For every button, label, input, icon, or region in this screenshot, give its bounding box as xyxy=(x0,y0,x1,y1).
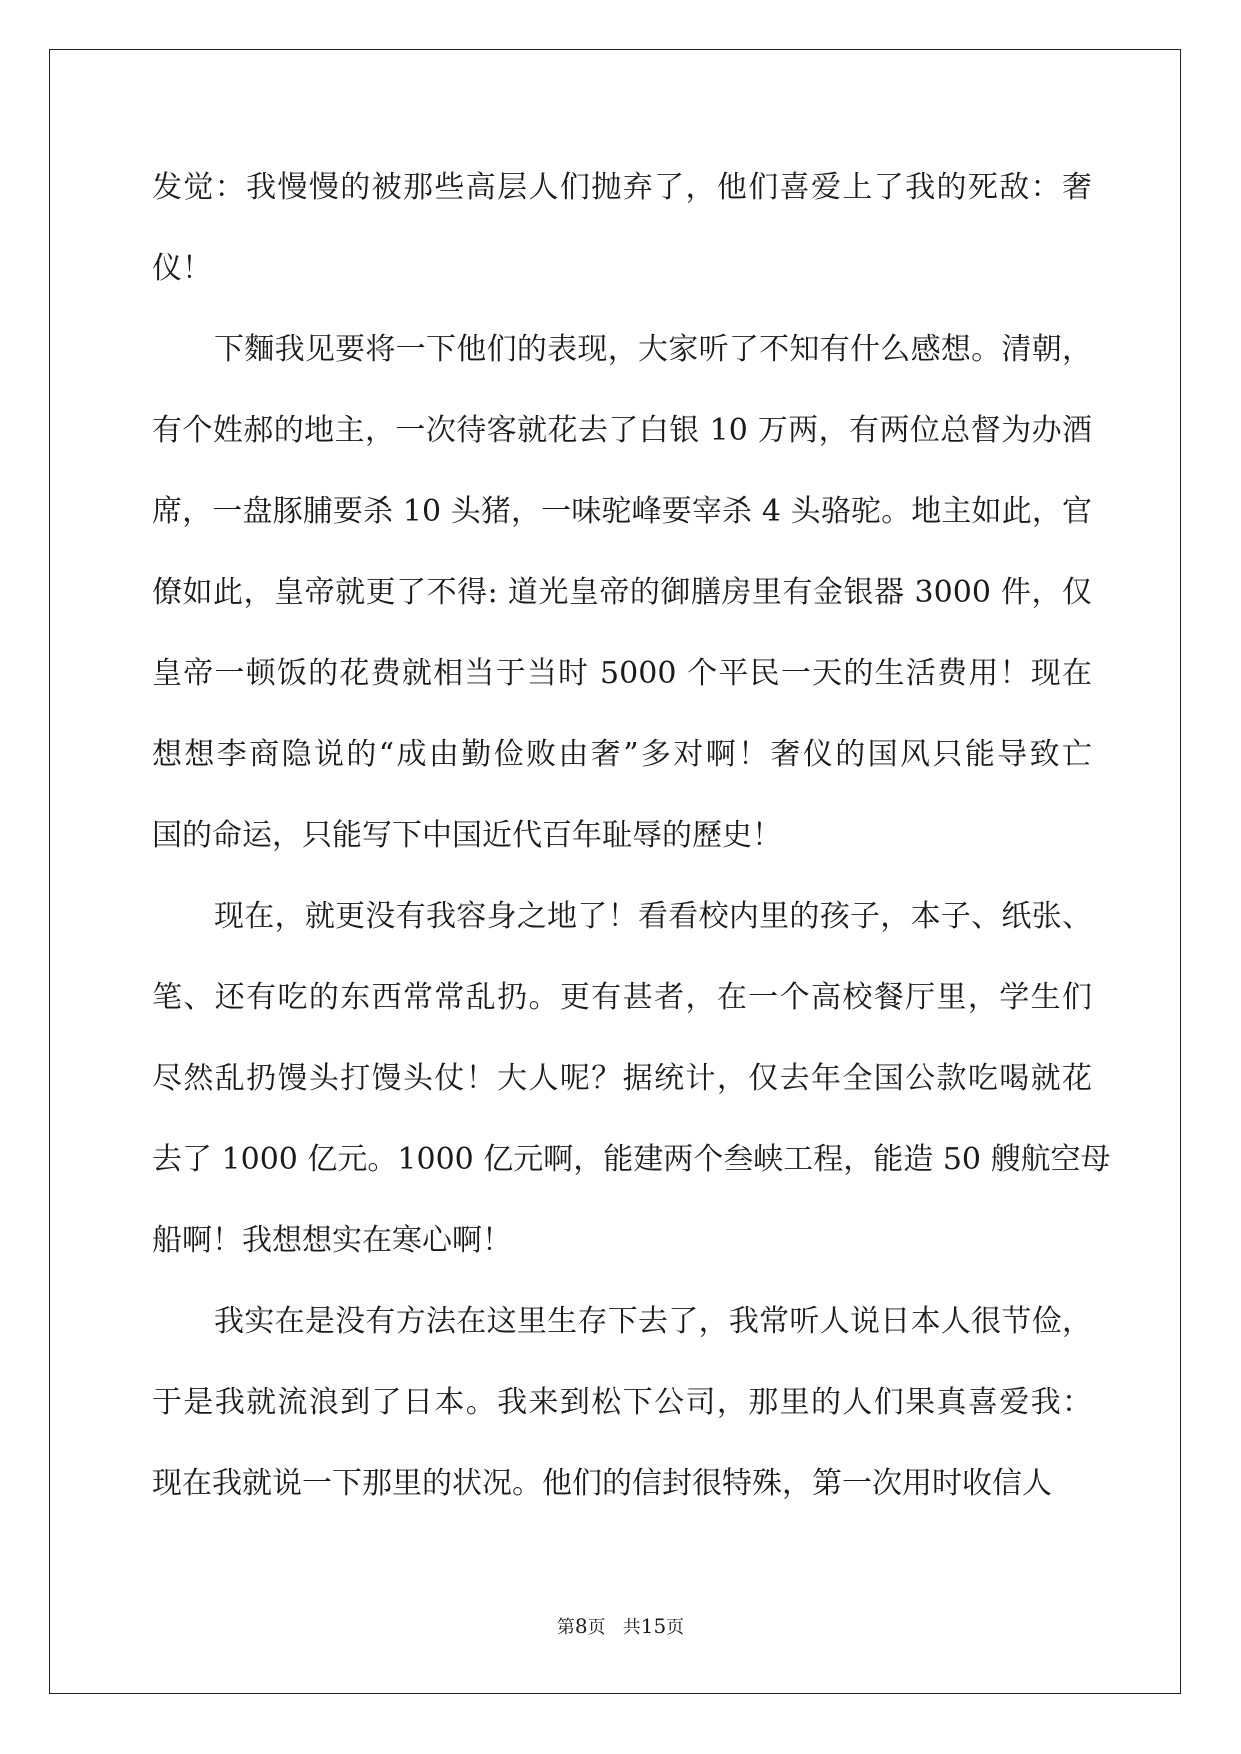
text-line: 尽然乱扔馒头打馒头仗！大人呢？据统计，仅去年全国公款吃喝就花 xyxy=(152,1061,1092,1096)
total-pages: 15 xyxy=(640,1614,667,1638)
text-line: 于是我就流浪到了日本。我来到松下公司，那里的人们果真喜爱我： xyxy=(152,1385,1092,1420)
page-footer xyxy=(0,1614,1241,1640)
text-line: 席，一盘豚脯要杀 10 头猪，一味驼峰要宰杀 4 头骆驼。地主如此，官 xyxy=(152,494,1092,529)
text-line: 下麵我见要将一下他们的表现，大家听了不知有什么感想。清朝， xyxy=(214,332,1092,367)
page-suffix: 页 xyxy=(587,1617,606,1638)
page-prefix: 第 xyxy=(556,1617,575,1638)
text-line: 船啊！我想想实在寒心啊！ xyxy=(152,1223,512,1258)
text-line: 僚如此，皇帝就更了不得: 道光皇帝的御膳房里有金银器 3000 件，仅 xyxy=(152,575,1092,610)
paragraph xyxy=(152,1302,1092,1545)
text-line: 仪！ xyxy=(152,251,212,286)
paragraph xyxy=(152,897,1111,1302)
text-line: 我实在是没有方法在这里生存下去了，我常听人说日本人很节俭， xyxy=(214,1304,1092,1339)
page-number: 8 xyxy=(574,1614,588,1638)
paragraph xyxy=(152,168,1092,330)
text-line: 去了 1000 亿元。1000 亿元啊，能建两个叁峡工程，能造 50 艘航空母 xyxy=(152,1142,1111,1177)
total-prefix: 共 xyxy=(622,1617,641,1638)
paragraph xyxy=(152,330,1092,897)
total-suffix: 页 xyxy=(666,1617,685,1638)
text-line: 想想李商隐说的“成由勤俭败由奢”多对啊！奢仪的国风只能导致亡 xyxy=(152,737,1092,772)
document-body xyxy=(152,168,1111,1545)
text-line: 国的命运，只能写下中国近代百年耻辱的歷史！ xyxy=(152,818,782,853)
text-line: 发觉：我慢慢的被那些高层人们抛弃了，他们喜爱上了我的死敌：奢 xyxy=(152,170,1092,205)
text-line: 皇帝一顿饭的花费就相当于当时 5000 个平民一天的生活费用！现在 xyxy=(152,656,1092,691)
text-line: 笔、还有吃的东西常常乱扔。更有甚者，在一个高校餐厅里，学生们 xyxy=(152,980,1092,1015)
text-line: 有个姓郝的地主，一次待客就花去了白银 10 万两，有两位总督为办酒 xyxy=(152,413,1092,448)
text-line: 现在我就说一下那里的状况。他们的信封很特殊，第一次用时收信人 xyxy=(152,1466,1052,1501)
text-line: 现在，就更没有我容身之地了！看看校内里的孩子，本子、纸张、 xyxy=(214,899,1092,934)
